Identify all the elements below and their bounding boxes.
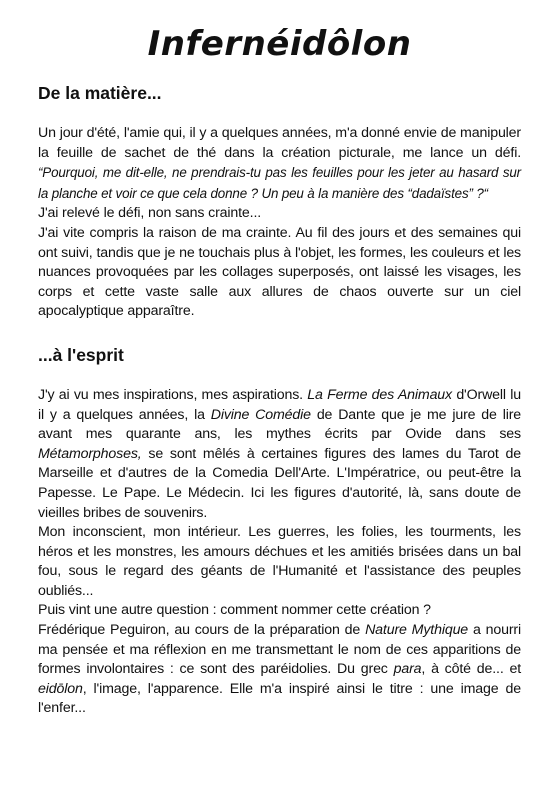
text-span: a nourri ma pensée et ma réflexion en me transmettant le nom de ces apparitions de formes involontaires : ce sont des paréidolies. Du grec	[38, 622, 521, 678]
quote-text: “Pourquoi, me dit-elle, ne prendrais-tu pas les feuilles pour les jeter au hasard sur la planche et voir ce que cela donne ? Un peu à la manière des “dadaïstes” ?“	[38, 165, 521, 201]
text-span: Un jour d'été, l'amie qui, il y a quelques années, m'a donné envie de manipuler la feuille de sachet de thé dans la création picturale, me lance un défi.	[38, 125, 521, 161]
text-span: se sont mêlés à certaines figures des lames du Tarot de Marseille et d'autres de la Comedia Dell'Arte. L'Impératrice, ou peut-être la Papesse. Le Pape. Le Médecin. Ici les figures d'autorité, là, sans doute de vieilles bribes de souvenirs.	[38, 445, 521, 521]
italic-title: Métamorphoses,	[38, 445, 142, 462]
section-heading-matiere: De la matière...	[38, 83, 162, 103]
paragraph-pareidolies	[38, 621, 521, 719]
text-span: de Dante que je me jure de lire avant mes quarante ans, les mythes écrits par Ovide dans ses	[38, 406, 522, 443]
italic-word: eidōlon	[38, 680, 83, 697]
text-span: J'y ai vu mes inspirations, mes aspirations.	[38, 386, 308, 403]
italic-word: para	[393, 661, 422, 678]
paragraph-defi: J'ai relevé le défi, non sans crainte...	[38, 205, 262, 222]
text-span: d'Orwell lu il y a quelques années, la	[38, 386, 521, 423]
italic-title: La Ferme des Animaux	[307, 386, 452, 403]
paragraph-inconscient: Mon inconscient, mon intérieur. Les guerres, les folies, les tourments, les héros et les monstres, les amours déchues et les amitiés brisées dans un bal fou, sous le regard des géants de l'Humanité et l'assistance des peuples oubliés...	[38, 524, 521, 599]
paragraph-intro	[38, 124, 521, 204]
section-heading-esprit: ...à l'esprit	[38, 344, 124, 365]
text-span: , l'image, l'apparence. Elle m'a inspiré ainsi le titre : une image de l'enfer...	[38, 680, 521, 717]
page-title: Infernéidôlon	[147, 24, 412, 64]
italic-title: Nature Mythique	[365, 622, 469, 639]
text-span: Frédérique Peguiron, au cours de la préparation de	[38, 622, 366, 639]
paragraph-crainte: J'ai vite compris la raison de ma crainte. Au fil des jours et des semaines qui ont suivi, tandis que je ne touchais plus à l'objet, les formes, les couleurs et les nuances provoquées par les collages superposés, ont laissé les visages, les corps et cette vaste salle aux allures de chaos ouverte sur un ciel apocalyptique apparaître.	[38, 224, 521, 320]
paragraph-question: Puis vint une autre question : comment nommer cette création ?	[38, 602, 431, 619]
text-span: , à côté de... et	[421, 661, 521, 678]
paragraph-inspirations	[38, 386, 521, 523]
italic-title: Divine Comédie	[210, 406, 311, 423]
